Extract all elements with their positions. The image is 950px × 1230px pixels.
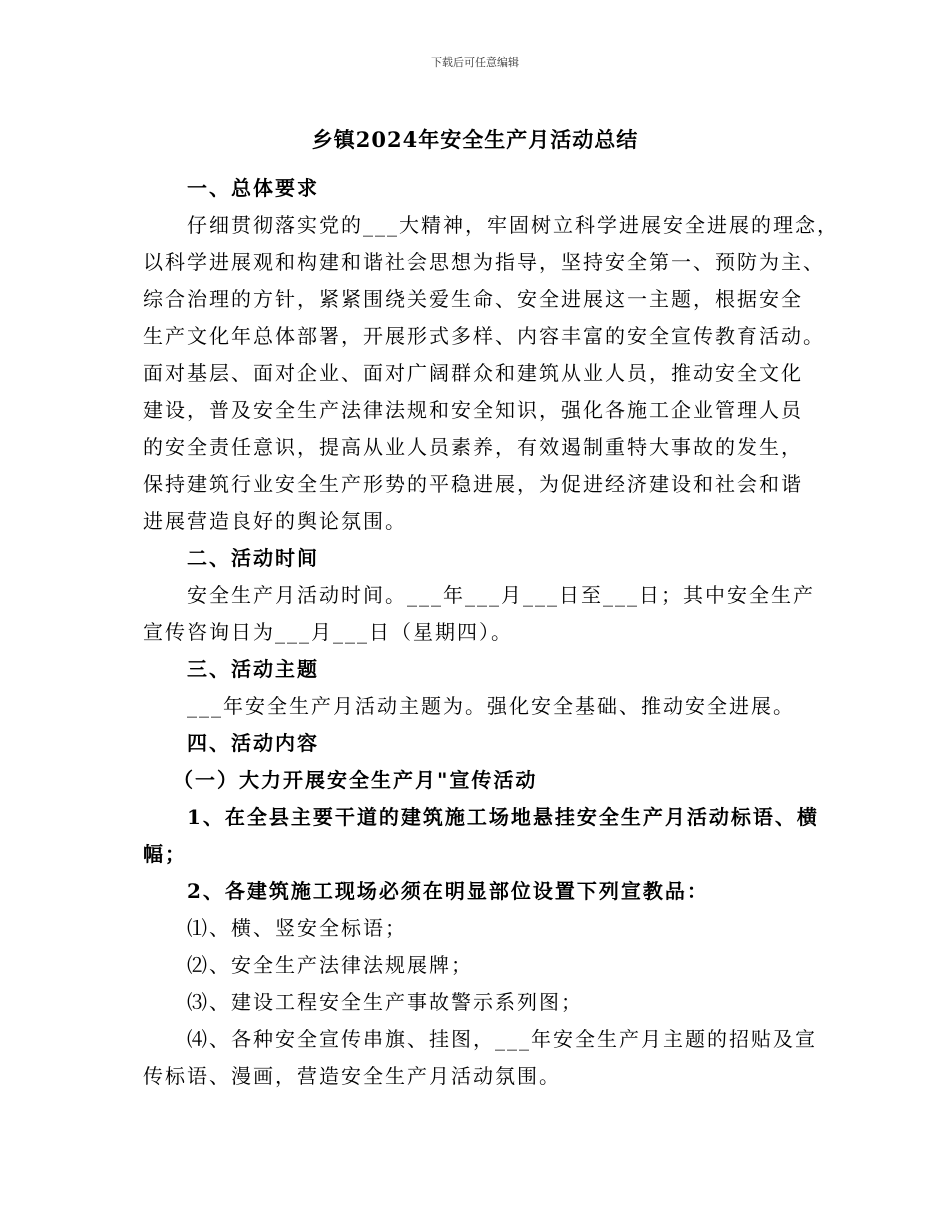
list-item: ⑷、各种安全宣传串旗、挂图，___年安全生产月主题的招贴及宣 xyxy=(187,1027,817,1051)
list-item: 传标语、漫画，营造安全生产月活动氛围。 xyxy=(143,1064,561,1088)
paragraph-line: ___年安全生产月活动主题为。强化安全基础、推动安全进展。 xyxy=(187,694,795,718)
section-heading-3: 三、活动主题 xyxy=(187,657,319,681)
document-body xyxy=(143,170,839,1095)
bold-item-line: 1、在全县主要干道的建筑施工场地悬挂安全生产月活动标语、横 xyxy=(187,805,819,829)
paragraph-line: 面对基层、面对企业、面对广阔群众和建筑从业人员，推动安全文化 xyxy=(143,361,803,385)
section-heading-1: 一、总体要求 xyxy=(187,176,319,200)
paragraph-line: 保持建筑行业安全生产形势的平稳进展，为促进经济建设和社会和谐 xyxy=(143,472,803,496)
paragraph-line: 进展营造良好的舆论氛围。 xyxy=(143,509,407,533)
page-header-note: 下载后可任意编辑 xyxy=(431,56,519,69)
paragraph-line: 综合治理的方针，紧紧围绕关爱生命、安全进展这一主题，根据安全 xyxy=(143,287,803,311)
paragraph-line: 仔细贯彻落实党的___大精神，牢固树立科学进展安全进展的理念， xyxy=(187,213,839,237)
subsection-heading: （一）大力开展安全生产月"宣传活动 xyxy=(173,768,538,792)
list-item: ⑶、建设工程安全生产事故警示系列图； xyxy=(187,990,583,1014)
paragraph-line: 安全生产月活动时间。___年___月___日至___日；其中安全生产 xyxy=(187,583,815,607)
paragraph-line: 以科学进展观和构建和谐社会思想为指导，坚持安全第一、预防为主、 xyxy=(143,250,825,274)
list-item: ⑵、安全生产法律法规展牌； xyxy=(187,953,473,977)
bold-item-line: 幅； xyxy=(143,842,187,866)
section-heading-4: 四、活动内容 xyxy=(187,731,319,755)
paragraph-line: 的安全责任意识，提高从业人员素养，有效遏制重特大事故的发生， xyxy=(143,435,803,459)
section-heading-2: 二、活动时间 xyxy=(187,546,319,570)
bold-item-line: 2、各建筑施工现场必须在明显部位设置下列宣教品： xyxy=(187,879,709,903)
document-title: 乡镇2024年安全生产月活动总结 xyxy=(311,127,639,152)
paragraph-line: 生产文化年总体部署，开展形式多样、内容丰富的安全宣传教育活动。 xyxy=(143,324,825,348)
list-item: ⑴、横、竖安全标语； xyxy=(187,916,407,940)
paragraph-line: 建设，普及安全生产法律法规和安全知识，强化各施工企业管理人员 xyxy=(143,398,803,422)
paragraph-line: 宣传咨询日为___月___日（星期四）。 xyxy=(143,620,513,644)
